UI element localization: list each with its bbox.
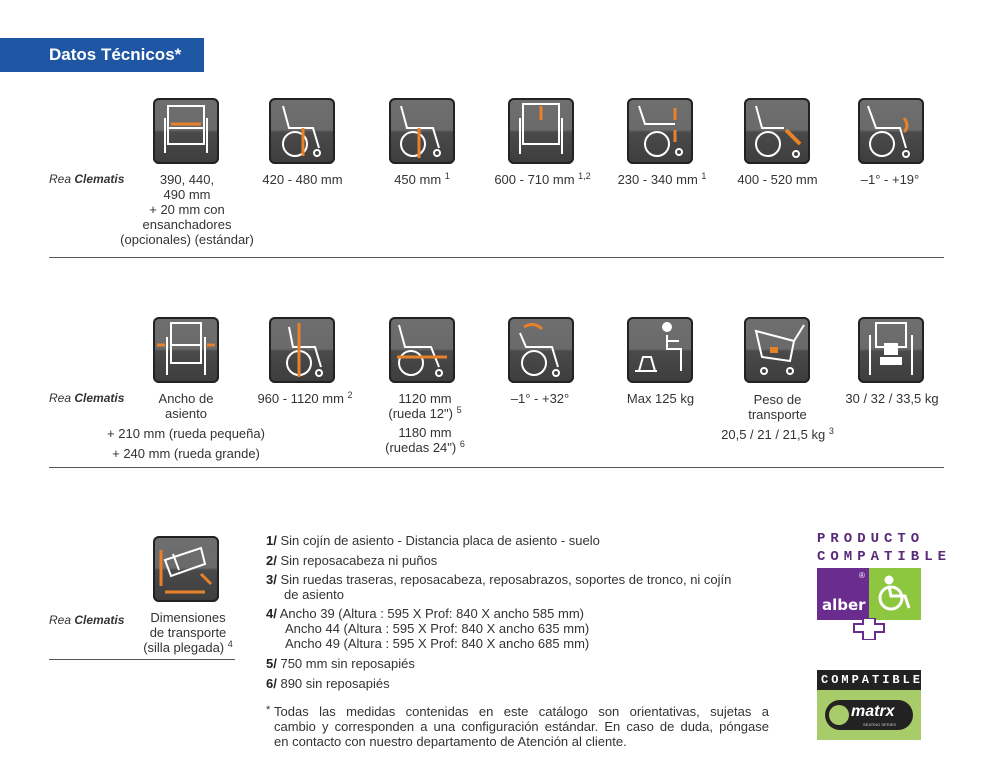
legrest-length-value: 400 - 520 mm: [737, 172, 818, 187]
divider: [49, 659, 235, 660]
back-height-icon: [508, 98, 574, 164]
folded-dimensions-value: Dimensiones de transporte (silla plegada) $^4$: [143, 610, 233, 655]
matrx-compatible-banner: [817, 670, 924, 690]
seat-angle-value: –1° - +32°: [510, 391, 570, 406]
back-angle-icon: [858, 98, 924, 164]
alber-logo-name: alber: [822, 596, 866, 614]
back-height-value: 600 - 710 mm $^{1,2}$: [494, 171, 591, 187]
row-label: Rea Clematis: [49, 613, 125, 627]
row-label: Rea Clematis: [49, 391, 125, 405]
overall-length-icon: [389, 317, 455, 383]
footnote: 1/ Sin cojín de asiento - Distancia placa de asiento - suelo: [266, 533, 600, 548]
section-title: Datos Técnicos*: [49, 45, 182, 64]
footnote: Ancho 44 (Altura : 595 X Prof: 840 X ancho 635 mm): [285, 621, 590, 636]
footnote: Ancho 49 (Altura : 595 X Prof: 840 X ancho 685 mm): [285, 636, 590, 651]
footnote: 6/ 890 sin reposapiés: [266, 676, 390, 691]
footnote: 3/ Sin ruedas traseras, reposacabeza, reposabrazos, soportes de tronco, ni cojín: [266, 572, 732, 587]
alber-compatible-subtitle: COMPATIBLE: [817, 549, 952, 565]
alber-compatible-title: PRODUCTO: [817, 531, 925, 547]
section-header: [0, 38, 204, 72]
divider: [49, 467, 944, 468]
seat-width-icon: [153, 98, 219, 164]
back-angle-value: –1° - +19°: [860, 172, 920, 187]
overall-height-value: 960 - 1120 mm $^2$: [257, 390, 353, 406]
overall-width-icon: [153, 317, 219, 383]
alber-logo: [817, 568, 921, 620]
disclaimer-line: cambio y corresponden a una configuración estándar. En caso de duda, póngase: [274, 719, 769, 734]
overall-length-extra-2: (ruedas 24") $^6$: [385, 439, 465, 455]
armrest-height-value: 230 - 340 mm $^1$: [617, 171, 707, 187]
armrest-height-icon: [627, 98, 693, 164]
seat-depth-icon: [389, 98, 455, 164]
disclaimer-line: en contacto con nuestro departamento de Atención al cliente.: [274, 734, 627, 749]
seat-height-icon: [269, 98, 335, 164]
matrx-compatible-title: COMPATIBLE: [821, 673, 924, 687]
folded-dimensions-icon: [153, 536, 219, 602]
overall-width-value: Ancho de asiento: [158, 391, 214, 421]
seat-depth-value: 450 mm $^1$: [394, 171, 450, 187]
total-weight-value: 30 / 32 / 33,5 kg: [845, 391, 939, 406]
overall-length-extra-1: 1180 mm: [398, 425, 452, 440]
max-user-weight-icon: [627, 317, 693, 383]
row-label: Rea Clematis: [49, 172, 125, 186]
matrx-logo: [817, 690, 921, 740]
footnote: de asiento: [284, 587, 344, 602]
footnote: 5/ 750 mm sin reposapiés: [266, 656, 415, 671]
transport-weight-label: Peso de transporte: [748, 392, 807, 422]
transport-weight-value: 20,5 / 21 / 21,5 kg $^3$: [721, 426, 834, 442]
wheelchair-icon: [875, 574, 917, 614]
matrx-logo-name: matrx: [851, 703, 895, 720]
seat-width-value: 390, 440, 490 mm + 20 mm con ensanchadores (opcionales) (estándar): [120, 172, 254, 247]
transport-weight-icon: [744, 317, 810, 383]
max-user-weight-value: Max 125 kg: [626, 391, 695, 406]
overall-width-extra-small: + 210 mm (rueda pequeña): [107, 426, 265, 441]
total-weight-icon: [858, 317, 924, 383]
overall-width-extra-large: + 240 mm (rueda grande): [112, 446, 260, 461]
matrx-logo-sub: SEATING SERIES: [863, 722, 897, 727]
seat-angle-icon: [508, 317, 574, 383]
overall-length-value: 1120 mm (rueda 12") $^5$: [388, 391, 462, 421]
legrest-length-icon: [744, 98, 810, 164]
divider: [49, 257, 944, 258]
alber-logo-reg: ®: [859, 571, 865, 580]
disclaimer-mark: *: [266, 704, 271, 716]
plus-cross-icon: [852, 618, 886, 640]
overall-height-icon: [269, 317, 335, 383]
footnote: 4/ Ancho 39 (Altura : 595 X Prof: 840 X ancho 585 mm): [266, 606, 584, 621]
disclaimer-line: Todas las medidas contenidas en este catálogo son orientativas, sujetas a: [274, 704, 769, 719]
seat-height-value: 420 - 480 mm: [262, 172, 343, 187]
footnote: 2/ Sin reposacabeza ni puños: [266, 553, 438, 568]
